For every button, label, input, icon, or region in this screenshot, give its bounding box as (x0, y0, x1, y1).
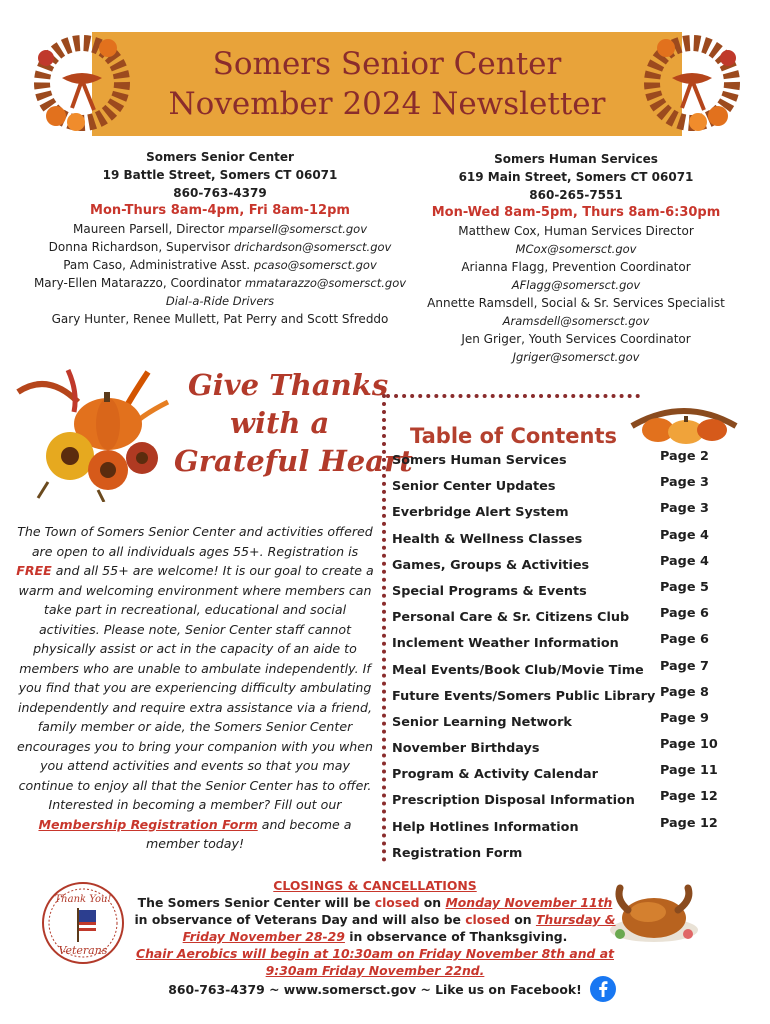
toc-item[interactable]: Meal Events/Book Club/Movie Time Page 7 (392, 658, 709, 678)
dotted-divider-horizontal (386, 394, 640, 398)
staff-email[interactable]: mparsell@somersct.gov (228, 222, 367, 236)
toc-item[interactable]: November Birthdays Page 10 (392, 737, 718, 757)
turkey-icon (608, 870, 700, 950)
center-phone: 860-763-4379 (173, 186, 267, 200)
hs-name: Somers Human Services (494, 152, 658, 166)
staff-email[interactable]: drichardson@somersct.gov (233, 240, 392, 254)
drivers-heading: Dial-a-Ride Drivers (165, 294, 275, 308)
closings-notice (130, 877, 620, 979)
facebook-icon[interactable] (590, 976, 616, 1002)
drivers-list: Gary Hunter, Renee Mullett, Pat Perry and Scott Sfreddo (51, 312, 389, 326)
senior-center-contact (10, 148, 430, 328)
toc-list (392, 449, 732, 868)
svg-text:Veterans: Veterans (58, 944, 108, 957)
hs-staff-line: Arianna Flagg, Prevention Coordinator (461, 260, 691, 274)
veterans-badge-icon (40, 880, 126, 966)
toc-item[interactable]: Senior Center Updates Page 3 (392, 475, 709, 495)
toc-item[interactable]: Special Programs & Events Page 5 (392, 579, 709, 599)
staff-line: Maureen Parsell, Director mparsell@somersct.gov (73, 222, 367, 236)
toc-item[interactable]: Registration Form (392, 845, 523, 861)
intro-paragraph: The Town of Somers Senior Center and activities offered are open to all individuals ages 55+. Registration is FREE and all 55+ are welcome! It is our goal to create a warm and welcoming environment where members can take part in recreational, educational and social activities. Please note, Senior Center staff cannot physically assist or act in the capacity of an aide to members who are unable to ambulate independently. If you find that you are experiencing difficulty ambulating independently and require extra assistance via a friend, family member or aide, the Somers Senior Center encourages you to bring your companion with you when you attend activities and events so that you may continue to enjoy all that the Senior Center has to offer. Interested in becoming a member? Fill out our Membership Registration Form and become a member today! (16, 524, 374, 851)
dotted-divider-vertical (382, 394, 386, 862)
chair-aerobics-notice: Chair Aerobics will begin at 10:30am on Friday November 8th and at 9:30am Friday November 22nd. (135, 946, 614, 978)
toc-item[interactable]: Senior Learning Network Page 9 (392, 710, 709, 730)
hs-staff-line: Matthew Cox, Human Services Director (458, 224, 694, 238)
toc-item[interactable]: Help Hotlines Information Page 12 (392, 815, 718, 835)
human-services-contact (418, 150, 734, 366)
staff-line: Pam Caso, Administrative Asst. pcaso@somersct.gov (63, 258, 377, 272)
hs-hours: Mon-Wed 8am-5pm, Thurs 8am-6:30pm (431, 205, 721, 220)
hs-staff-line: Annette Ramsdell, Social & Sr. Services Specialist (427, 296, 725, 310)
newsletter-title: Somers Senior Center (212, 46, 562, 82)
toc-item[interactable]: Inclement Weather Information Page 6 (392, 632, 709, 652)
membership-form-link[interactable]: Membership Registration Form (38, 816, 258, 832)
footer-contact: 860-763-4379 ~ www.somersct.gov ~ Like us on Facebook! (168, 982, 582, 997)
toc-item[interactable]: Personal Care & Sr. Citizens Club Page 6 (392, 606, 709, 626)
hs-staff-email[interactable]: AFlagg@somersct.gov (511, 278, 641, 292)
newsletter-subtitle: November 2024 Newsletter (168, 86, 606, 122)
toc-item[interactable]: Future Events/Somers Public Library Page 8 (392, 684, 709, 704)
center-name: Somers Senior Center (146, 150, 294, 164)
svg-text:Thank You!: Thank You! (54, 894, 112, 905)
toc-item[interactable]: Prescription Disposal Information Page 12 (392, 789, 718, 809)
staff-email[interactable]: pcaso@somersct.gov (253, 258, 377, 272)
hs-phone: 860-265-7551 (529, 188, 623, 202)
staff-line: Donna Richardson, Supervisor drichardson@somersct.gov (48, 240, 392, 254)
center-hours: Mon-Thurs 8am-4pm, Fri 8am-12pm (90, 203, 350, 218)
toc-item[interactable]: Somers Human Services Page 2 (392, 449, 709, 468)
pumpkins-icon (628, 396, 740, 444)
free-highlight: FREE (16, 563, 52, 578)
give-thanks-heading: Give Thanks with a Grateful Heart (174, 368, 413, 478)
pumpkin-bouquet-icon (8, 362, 178, 502)
toc-item[interactable]: Games, Groups & Activities Page 4 (392, 553, 709, 573)
toc-item[interactable]: Health & Wellness Classes Page 4 (392, 527, 709, 547)
staff-email[interactable]: mmatarazzo@somersct.gov (244, 276, 407, 290)
toc-item[interactable]: Program & Activity Calendar Page 11 (392, 763, 718, 783)
newsletter-header (22, 28, 752, 138)
hs-staff-email[interactable]: Jgriger@somersct.gov (512, 350, 640, 364)
hs-staff-line: Jen Griger, Youth Services Coordinator (461, 332, 691, 346)
center-address: 19 Battle Street, Somers CT 06071 (102, 168, 338, 182)
closings-heading: CLOSINGS & CANCELLATIONS (273, 878, 477, 893)
hs-staff-email[interactable]: Aramsdell@somersct.gov (502, 314, 650, 328)
hs-staff-email[interactable]: MCox@somersct.gov (515, 242, 637, 256)
closings-text: The Somers Senior Center will be closed on Monday November 11th in observance of Veterans Day and will also be closed on Thursday & Friday November 28-29 in observance of Thanksgiving. (134, 895, 616, 944)
staff-line: Mary-Ellen Matarazzo, Coordinator mmatarazzo@somersct.gov (33, 276, 407, 290)
toc-item[interactable]: Everbridge Alert System Page 3 (392, 501, 709, 521)
hs-address: 619 Main Street, Somers CT 06071 (458, 170, 694, 184)
toc-title: Table of Contents (410, 424, 618, 448)
